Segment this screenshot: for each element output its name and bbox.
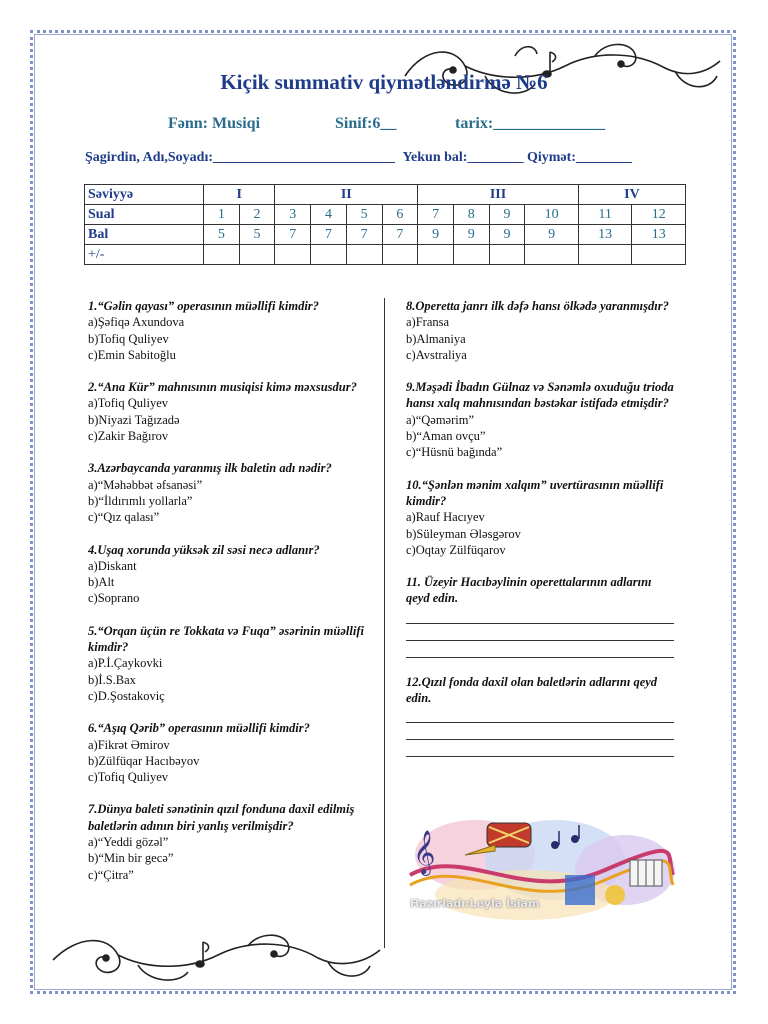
points-cell: 9 [453, 225, 489, 245]
student-info-row [85, 150, 632, 166]
question-text: 4.Uşaq xorunda yüksək zil səsi necə adlanır? [88, 542, 320, 557]
result-cell[interactable] [311, 245, 347, 265]
result-header: +/- [85, 245, 204, 265]
level-header: Səviyyə [85, 185, 204, 205]
answer-option[interactable]: c)Oqtay Zülfüqarov [406, 542, 506, 557]
question-cell: 9 [489, 205, 525, 225]
answer-line[interactable] [406, 724, 674, 740]
question-block [406, 674, 678, 758]
answer-option[interactable]: c)“Çitra” [88, 867, 134, 882]
left-question-column [88, 298, 368, 899]
credit-text: Hazırladı:Leyla İslam [410, 897, 540, 910]
svg-text:𝄞: 𝄞 [413, 830, 436, 874]
points-cell: 7 [382, 225, 418, 245]
level-cell: I [204, 185, 275, 205]
mark-field[interactable]: Qiymət:________ [526, 150, 632, 165]
points-cell: 7 [346, 225, 382, 245]
question-cell: 7 [418, 205, 454, 225]
question-block [406, 298, 678, 363]
answer-option[interactable]: c)Tofiq Quliyev [88, 770, 169, 785]
result-cell[interactable] [204, 245, 240, 265]
answer-option[interactable]: c)“Hüsnü bağında” [406, 445, 503, 460]
answer-option[interactable]: b)Alt [88, 575, 115, 590]
result-cell[interactable] [275, 245, 311, 265]
question-cell: 5 [346, 205, 382, 225]
question-cell: 1 [204, 205, 240, 225]
question-text: 12.Qızıl fonda daxil olan baletlərin adlarını qeyd edin. [406, 674, 658, 706]
question-block [88, 379, 368, 444]
answer-option[interactable]: c)D.Şostakoviç [88, 688, 165, 703]
question-cell: 10 [525, 205, 579, 225]
question-text: 8.Operetta janrı ilk dəfə hansı ölkədə yaranmışdır? [406, 299, 669, 313]
answer-option[interactable]: b)“Min bir gecə” [88, 851, 174, 866]
level-cell: IV [578, 185, 685, 205]
answer-option[interactable]: a)“Yeddi gözəl” [88, 835, 169, 850]
question-block [88, 801, 368, 882]
result-cell[interactable] [525, 245, 579, 265]
level-cell: III [418, 185, 579, 205]
answer-option[interactable]: a)Tofiq Quliyev [88, 396, 169, 411]
answer-option[interactable]: b)“İldırımlı yollarla” [88, 493, 193, 508]
answer-option[interactable]: a)Şəfiqə Axundova [88, 315, 185, 330]
answer-option[interactable]: c)Avstraliya [406, 347, 467, 362]
question-cell: 6 [382, 205, 418, 225]
answer-option[interactable]: b)Süleyman Ələsgərov [406, 526, 521, 541]
answer-option[interactable]: a)“Məhəbbət əfsanəsi” [88, 477, 203, 492]
result-row [85, 245, 686, 265]
answer-option[interactable]: c)Soprano [88, 591, 140, 606]
answer-option[interactable]: a)Rauf Hacıyev [406, 510, 485, 525]
question-text: 7.Dünya baleti sənətinin qızıl fonduna daxil edilmiş baletlərin adının biri yanlış verilmişdir? [88, 802, 355, 833]
grade-label: Sinif:6__ [335, 115, 397, 132]
points-cell: 7 [311, 225, 347, 245]
question-text: 6.“Aşıq Qərib” operasının müəllifi kimdir? [88, 721, 310, 736]
result-cell[interactable] [453, 245, 489, 265]
question-text: 2.“Ana Kür” mahnısının musiqisi kimə məxsusdur? [88, 380, 357, 395]
points-cell: 13 [578, 225, 632, 245]
answer-option[interactable]: b)Almaniya [406, 331, 466, 346]
result-cell[interactable] [346, 245, 382, 265]
answer-option[interactable]: a)Diskant [88, 558, 137, 573]
question-cell: 3 [275, 205, 311, 225]
question-block [406, 379, 678, 460]
answer-line[interactable] [406, 741, 674, 757]
answer-line[interactable] [406, 707, 674, 723]
answer-option[interactable]: b)İ.S.Bax [88, 672, 136, 687]
question-text: 5.“Orqan üçün re Tokkata və Fuqa” əsərinin müəllifi kimdir? [88, 623, 364, 655]
answer-option[interactable]: a)P.İ.Çaykovki [88, 656, 163, 671]
points-cell: 9 [525, 225, 579, 245]
answer-option[interactable]: c)“Qız qalası” [88, 510, 160, 525]
answer-option[interactable]: a)“Qəmərim” [406, 412, 475, 427]
question-text: 1.“Gəlin qayası” operasının müəllifi kimdir? [88, 299, 319, 313]
answer-option[interactable]: b)“Aman ovçu” [406, 429, 486, 444]
points-cell: 5 [204, 225, 240, 245]
result-cell[interactable] [382, 245, 418, 265]
answer-option[interactable]: c)Emin Sabitoğlu [88, 347, 176, 362]
points-cell: 9 [489, 225, 525, 245]
subject-label: Fənn: Musiqi [168, 115, 261, 132]
points-header: Bal [85, 225, 204, 245]
question-cell: 2 [239, 205, 275, 225]
answer-option[interactable]: b)Zülfüqar Hacıbəyov [88, 753, 200, 768]
question-block [88, 623, 368, 704]
column-divider [384, 298, 385, 948]
answer-option[interactable]: b)Niyazi Tağızadə [88, 412, 180, 427]
answer-option[interactable]: c)Zakir Bağırov [88, 429, 169, 444]
question-block [88, 542, 368, 607]
level-cell: II [275, 185, 418, 205]
answer-option[interactable]: b)Tofiq Quliyev [88, 331, 169, 346]
question-cell: 8 [453, 205, 489, 225]
question-block [88, 298, 368, 363]
right-question-column [406, 298, 678, 773]
answer-lines[interactable] [406, 608, 678, 658]
question-block [406, 477, 678, 558]
answer-line[interactable] [406, 642, 674, 658]
question-cell: 11 [578, 205, 632, 225]
points-cell: 13 [632, 225, 686, 245]
result-cell[interactable] [578, 245, 632, 265]
grade-table [84, 184, 686, 265]
question-row [85, 205, 686, 225]
question-cell: 12 [632, 205, 686, 225]
question-header: Sual [85, 205, 204, 225]
points-cell: 9 [418, 225, 454, 245]
final-score-field[interactable]: Yekun bal:________ [402, 150, 524, 165]
date-label: tarix:______________ [455, 115, 606, 132]
question-block [88, 460, 368, 525]
question-text: 10.“Şənlən mənim xalqım” uvertürasının müəllifi kimdir? [406, 477, 664, 508]
points-cell: 5 [239, 225, 275, 245]
answer-line[interactable] [406, 608, 674, 624]
question-text: 11. Üzeyir Hacıbəylinin operettalarının adlarını qeyd edin. [406, 575, 652, 606]
question-block [88, 720, 368, 785]
answer-option[interactable]: a)Fikrət Əmirov [88, 737, 170, 752]
result-cell[interactable] [489, 245, 525, 265]
page-title: Kiçik summativ qiymətləndirmə №6 [220, 70, 548, 94]
level-row [85, 185, 686, 205]
question-text: 3.Azərbaycanda yaranmış ilk baletin adı nədir? [88, 461, 332, 476]
question-cell: 4 [311, 205, 347, 225]
bottom-ornament [48, 930, 388, 990]
result-cell[interactable] [239, 245, 275, 265]
points-cell: 7 [275, 225, 311, 245]
answer-line[interactable] [406, 625, 674, 641]
question-text: 9.Məşədi İbadın Gülnaz və Sənəmlə oxuduğu trioda hansı xalq mahnısından bəstəkar istifadə etmişdir? [406, 380, 674, 411]
question-block [406, 574, 678, 658]
student-name-field[interactable]: Şagirdin, Adı,Soyadı:__________________________ [85, 150, 395, 165]
answer-lines[interactable] [406, 707, 678, 757]
answer-option[interactable]: a)Fransa [406, 315, 450, 330]
points-row [85, 225, 686, 245]
result-cell[interactable] [418, 245, 454, 265]
result-cell[interactable] [632, 245, 686, 265]
